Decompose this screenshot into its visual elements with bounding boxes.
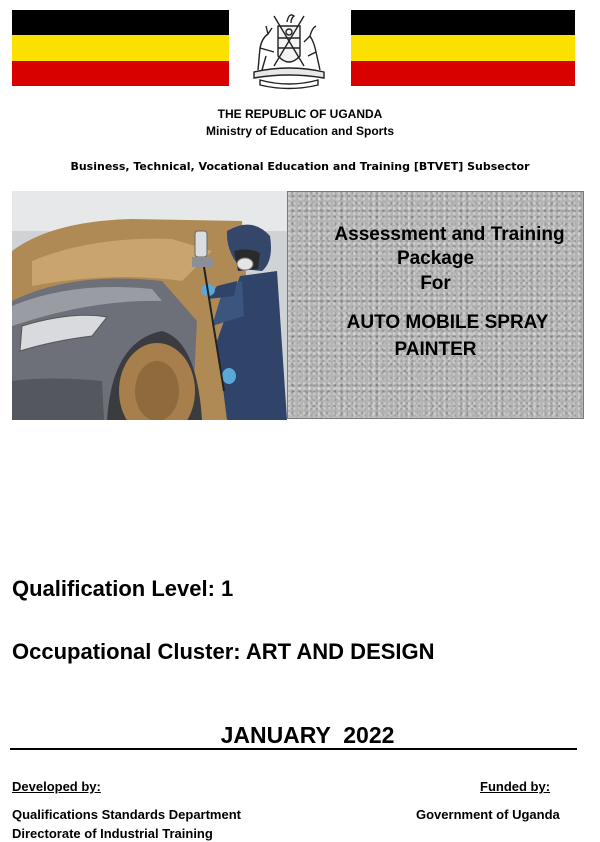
developed-by-label: Developed by: [12,779,101,794]
title-line-3: For [420,273,451,294]
coat-of-arms-emblem [244,8,334,92]
ministry-heading: Ministry of Education and Sports [205,124,394,138]
divider-line [10,748,577,750]
funded-by-label: Funded by: [480,779,551,794]
trade-line-1: AUTO MOBILE SPRAY [346,312,549,333]
title-line-2: Package [396,248,475,269]
uganda-flag-right [351,10,575,86]
title-line-1: Assessment and Training [334,224,565,245]
funder-name: Government of Uganda [416,807,560,822]
subsector-heading: Business, Technical, Vocational Education and Training [BTVET] Subsector [70,160,530,173]
publication-date: JANUARY 2022 [220,722,395,748]
developer-directorate: Directorate of Industrial Training [12,826,213,841]
developer-department: Qualifications Standards Department [12,807,241,822]
occupational-cluster: Occupational Cluster: ART AND DESIGN [12,639,435,664]
qualification-level: Qualification Level: 1 [12,576,234,601]
uganda-flag-left [12,10,229,86]
trade-line-2: PAINTER [394,339,477,360]
republic-heading: THE REPUBLIC OF UGANDA [217,107,383,121]
title-panel [287,191,584,419]
spray-painter-photo [12,191,287,420]
